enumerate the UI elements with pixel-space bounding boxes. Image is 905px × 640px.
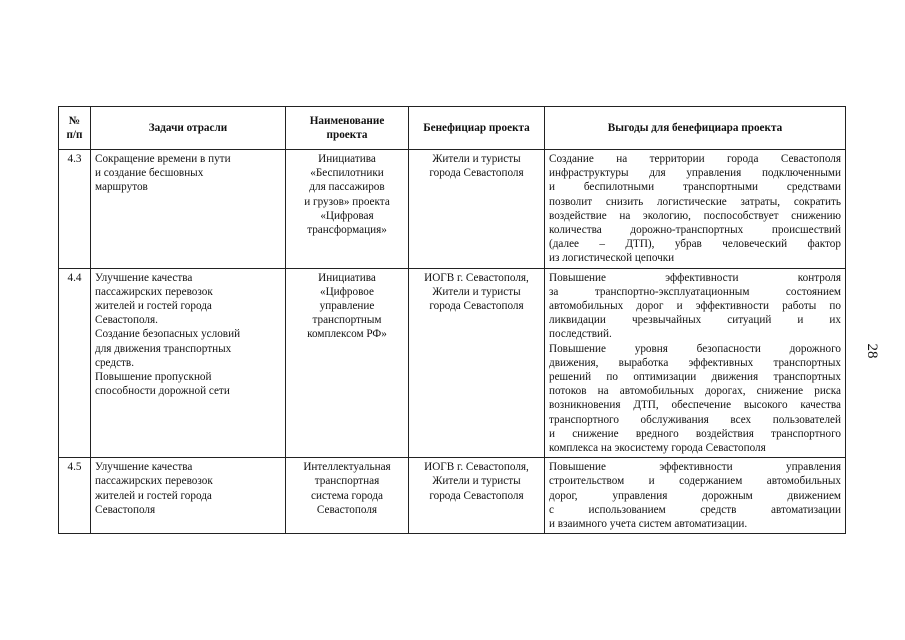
- beneficiary-line: ИОГВ г. Севастополя,: [424, 271, 529, 284]
- header-task: Задачи отрасли: [91, 107, 286, 150]
- task-line: Севастополя.: [95, 314, 158, 327]
- benefits-line: возникновения ДТП, обеспечение высокого качества: [549, 399, 841, 412]
- task-line: Сокращение времени в пути: [95, 153, 231, 165]
- task-line: пассажирских перевозок: [95, 285, 213, 298]
- task-cell: [91, 150, 286, 269]
- row-number: 4.4: [59, 268, 91, 458]
- beneficiary-cell: [409, 150, 545, 269]
- benefits-line: транспортного обслуживания всех пользователей: [549, 413, 841, 426]
- benefits-line: последствий.: [549, 328, 612, 341]
- header-num-line: п/п: [66, 129, 83, 141]
- benefits-line: потоков на автомобильных дорогах, снижение риска: [549, 385, 841, 398]
- row-number: 4.3: [59, 150, 91, 269]
- header-name-line: проекта: [326, 129, 368, 141]
- task-line: Повышение пропускной: [95, 371, 212, 384]
- benefits-line: с использованием средств автоматизации: [549, 503, 841, 516]
- project-name-line: «Цифровая: [320, 209, 374, 222]
- project-name-cell: [286, 150, 409, 269]
- task-line: и создание бесшовных: [95, 167, 204, 180]
- page-number: 28: [864, 343, 880, 359]
- task-line: Создание безопасных условий: [95, 328, 241, 341]
- benefits-line: Создание на территории города Севастополя: [549, 153, 841, 165]
- benefits-cell: [545, 268, 846, 458]
- benefits-line: позволит снизить логистические затраты, сократить: [549, 195, 841, 208]
- benefits-line: количества дорожно-транспортных происшествий: [549, 224, 841, 237]
- task-line: Улучшение качества: [95, 271, 193, 284]
- beneficiary-line: ИОГВ г. Севастополя,: [424, 461, 529, 474]
- header-num: [59, 107, 91, 150]
- benefits-line: и беспилотными транспортными средствами: [549, 181, 841, 194]
- benefits-line: Повышение эффективности управления: [549, 461, 841, 474]
- benefits-line: (далее – ДТП), убрав человеческий фактор: [549, 238, 841, 251]
- beneficiary-cell: [409, 458, 545, 534]
- project-name-line: комплексом РФ»: [307, 328, 387, 341]
- table-row: [59, 458, 846, 534]
- task-line: Севастополя: [95, 503, 156, 516]
- header-benefits: Выгоды для бенефициара проекта: [545, 107, 846, 150]
- header-row: [59, 107, 846, 150]
- benefits-cell: [545, 458, 846, 534]
- benefits-line: строительством и содержанием автомобильных: [549, 475, 841, 488]
- benefits-line: ликвидации чрезвычайных ситуаций и их: [549, 314, 841, 327]
- benefits-line: дорог, управления дорожным движением: [549, 489, 841, 502]
- project-name-line: Севастополя: [316, 503, 378, 516]
- task-line: Улучшение качества: [95, 461, 193, 474]
- benefits-line: и снижение вредного воздействия транспортного: [549, 427, 841, 440]
- project-name-line: и грузов» проекта: [304, 195, 390, 208]
- beneficiary-line: Жители и туристы: [432, 475, 521, 488]
- beneficiary-line: Жители и туристы: [432, 153, 521, 165]
- benefits-line: за транспортно-эксплуатационным состоянием: [549, 285, 841, 298]
- benefits-line: автомобильных дорог и эффективности работы по: [549, 300, 841, 313]
- header-name: [286, 107, 409, 150]
- project-name-line: для пассажиров: [309, 181, 385, 194]
- beneficiary-line: города Севастополя: [429, 489, 524, 502]
- task-line: для движения транспортных: [95, 342, 232, 355]
- project-name-line: транспортным: [312, 314, 382, 327]
- beneficiary-line: города Севастополя: [429, 300, 524, 313]
- beneficiary-line: города Севастополя: [429, 167, 524, 180]
- projects-table: [58, 106, 846, 534]
- benefits-cell: [545, 150, 846, 269]
- project-name-line: Инициатива: [318, 153, 376, 165]
- table-row: [59, 150, 846, 269]
- project-name-line: система города: [311, 489, 383, 502]
- project-name-line: транспортная: [314, 475, 380, 488]
- benefits-line: и взаимного учета систем автоматизации.: [549, 518, 748, 531]
- task-cell: [91, 458, 286, 534]
- benefits-line: из логистической цепочки: [549, 252, 675, 265]
- row-number: 4.5: [59, 458, 91, 534]
- benefits-line: воздействие на экологию, поспособствует снижению: [549, 209, 841, 222]
- task-cell: [91, 268, 286, 458]
- task-line: способности дорожной сети: [95, 385, 230, 398]
- task-line: пассажирских перевозок: [95, 475, 213, 488]
- header-beneficiary: Бенефициар проекта: [409, 107, 545, 150]
- project-name-cell: [286, 268, 409, 458]
- project-name-line: Инициатива: [318, 271, 376, 284]
- beneficiary-line: Жители и туристы: [432, 285, 521, 298]
- task-line: жителей и гостей города: [95, 300, 212, 313]
- beneficiary-cell: [409, 268, 545, 458]
- project-name-line: трансформация»: [307, 224, 387, 237]
- benefits-line: Повышение уровня безопасности дорожного: [549, 342, 841, 355]
- project-name-line: управление: [319, 300, 375, 313]
- project-name-line: Интеллектуальная: [303, 461, 391, 474]
- project-name-line: «Цифровое: [320, 285, 374, 298]
- project-name-cell: [286, 458, 409, 534]
- task-line: жителей и гостей города: [95, 489, 212, 502]
- benefits-line: движения, выработка эффективных транспортных: [549, 356, 841, 369]
- task-line: маршрутов: [95, 181, 148, 194]
- benefits-line: Повышение эффективности контроля: [549, 271, 841, 284]
- project-name-line: «Беспилотники: [310, 167, 384, 180]
- task-line: средств.: [95, 356, 135, 369]
- table-row: [59, 268, 846, 458]
- header-num-line: №: [68, 114, 81, 127]
- benefits-line: решений по оптимизации движения транспортных: [549, 371, 841, 384]
- benefits-line: комплекса на экосистему города Севастополя: [549, 442, 766, 455]
- benefits-line: инфраструктуры для управления подключенными: [549, 167, 841, 180]
- header-name-line: Наименование: [309, 114, 385, 127]
